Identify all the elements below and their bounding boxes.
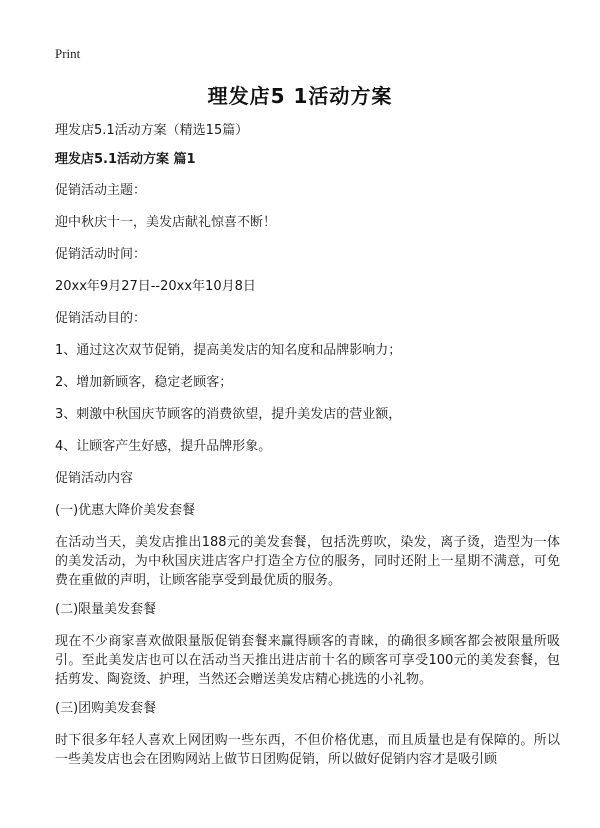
document-body xyxy=(55,121,560,779)
section-subheading: (二)限量美发套餐 xyxy=(55,602,157,617)
section-subheading: (一)优惠大降价美发套餐 xyxy=(55,503,196,518)
time-text: 20xx年9月27日--20xx年10月8日 xyxy=(55,279,256,294)
purpose-label: 促销活动目的： xyxy=(55,311,147,326)
content-label: 促销活动内容 xyxy=(55,471,134,486)
section-paragraph: 时下很多年轻人喜欢上网团购一些东西，不但价格优惠，而且质量也是有保障的。所以一些美发店也会在团购网站上做节日团购促销，所以做好促销内容才是吸引顾 xyxy=(55,733,560,767)
section-heading: 理发店5.1活动方案 篇1 xyxy=(55,152,196,167)
section-paragraph: 在活动当天，美发店推出188元的美发套餐，包括洗剪吹，染发，离子烫，造型为一体的美发活动，为中秋国庆进店客户打造全方位的服务，同时还附上一星期不满意，可免费在重做的声明，让顾客能享受到最优质的服务。 xyxy=(55,535,560,588)
document-subtitle: 理发店5.1活动方案（精选15篇） xyxy=(55,123,249,138)
section-paragraph: 现在不少商家喜欢做限量版促销套餐来赢得顾客的青睐，的确很多顾客都会被限量所吸引。至此美发店也可以在活动当天推出进店前十名的顾客可享受100元的美发套餐，包括剪发、陶瓷烫、护理，当然还会赠送美发店精心挑选的小礼物。 xyxy=(55,634,560,687)
purpose-item: 4、让顾客产生好感，提升品牌形象。 xyxy=(55,439,272,454)
section-subheading: (三)团购美发套餐 xyxy=(55,701,157,716)
purpose-item: 2、增加新顾客，稳定老顾客； xyxy=(55,375,233,390)
theme-text: 迎中秋庆十一，美发店献礼惊喜不断！ xyxy=(55,215,277,230)
theme-label: 促销活动主题： xyxy=(55,183,147,198)
purpose-item: 1、通过这次双节促销，提高美发店的知名度和品牌影响力； xyxy=(55,343,402,358)
purpose-item: 3、刺激中秋国庆节顾客的消费欲望，提升美发店的营业额， xyxy=(55,407,402,422)
print-label: Print xyxy=(55,46,81,61)
time-label: 促销活动时间： xyxy=(55,247,147,262)
page-title: 理发店5 1活动方案 xyxy=(207,84,393,108)
